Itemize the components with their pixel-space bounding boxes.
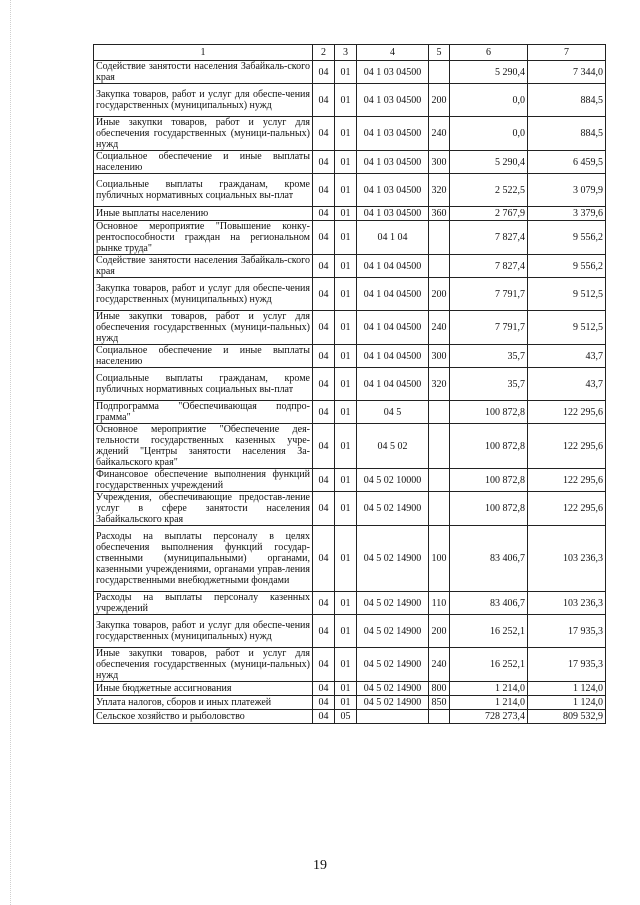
- target-article-cell: 04 1 03 04500: [357, 117, 429, 151]
- target-article-cell: 04 1 04: [357, 221, 429, 255]
- row-name-cell: Сельское хозяйство и рыболовство: [94, 710, 313, 724]
- expense-type-cell: 200: [429, 615, 450, 648]
- target-article-cell: [357, 710, 429, 724]
- amount-cell: 16 252,1: [450, 615, 528, 648]
- subsection-code-cell: 01: [335, 278, 357, 311]
- subsection-code-cell: 01: [335, 221, 357, 255]
- subsection-code-cell: 01: [335, 469, 357, 492]
- section-code-cell: 04: [313, 424, 335, 469]
- amount-cell: 100 872,8: [450, 424, 528, 469]
- amount-cell: 3 079,9: [528, 174, 606, 207]
- row-name-cell: Закупка товаров, работ и услуг для обеспе-чения государственных (муниципальных) нужд: [94, 615, 313, 648]
- amount-cell: 16 252,1: [450, 648, 528, 682]
- amount-cell: 2 767,9: [450, 207, 528, 221]
- amount-cell: 17 935,3: [528, 615, 606, 648]
- subsection-code-cell: 01: [335, 648, 357, 682]
- target-article-cell: 04 5 02 14900: [357, 592, 429, 615]
- amount-cell: 809 532,9: [528, 710, 606, 724]
- section-code-cell: 04: [313, 207, 335, 221]
- expense-type-cell: 110: [429, 592, 450, 615]
- table-row: [94, 84, 606, 117]
- table-row: [94, 696, 606, 710]
- row-name-cell: Учреждения, обеспечивающие предостав-ление услуг в сфере занятости населения Забайкальского края: [94, 492, 313, 526]
- expense-type-cell: [429, 401, 450, 424]
- table-row: [94, 255, 606, 278]
- expense-type-cell: 240: [429, 117, 450, 151]
- row-name-cell: Иные закупки товаров, работ и услуг для обеспечения государственных (муници-пальных) нужд: [94, 311, 313, 345]
- expense-type-cell: [429, 492, 450, 526]
- amount-cell: 43,7: [528, 345, 606, 368]
- target-article-cell: 04 5 02 10000: [357, 469, 429, 492]
- amount-cell: 728 273,4: [450, 710, 528, 724]
- row-name-cell: Подпрограмма "Обеспечивающая подпро-грамма": [94, 401, 313, 424]
- target-article-cell: 04 1 04 04500: [357, 255, 429, 278]
- column-header: 5: [429, 45, 450, 61]
- table-row: [94, 648, 606, 682]
- subsection-code-cell: 01: [335, 368, 357, 401]
- target-article-cell: 04 1 04 04500: [357, 368, 429, 401]
- expense-type-cell: 200: [429, 278, 450, 311]
- amount-cell: 17 935,3: [528, 648, 606, 682]
- subsection-code-cell: 01: [335, 84, 357, 117]
- row-name-cell: Содействие занятости населения Забайкаль-ского края: [94, 61, 313, 84]
- section-code-cell: 04: [313, 278, 335, 311]
- target-article-cell: 04 1 04 04500: [357, 278, 429, 311]
- expense-type-cell: 850: [429, 696, 450, 710]
- amount-cell: 35,7: [450, 368, 528, 401]
- row-name-cell: Иные бюджетные ассигнования: [94, 682, 313, 696]
- table-row: [94, 278, 606, 311]
- expense-type-cell: 320: [429, 368, 450, 401]
- section-code-cell: 04: [313, 401, 335, 424]
- amount-cell: 9 556,2: [528, 255, 606, 278]
- amount-cell: 884,5: [528, 84, 606, 117]
- subsection-code-cell: 01: [335, 255, 357, 278]
- expense-type-cell: [429, 424, 450, 469]
- expense-type-cell: [429, 469, 450, 492]
- amount-cell: 884,5: [528, 117, 606, 151]
- table-row: [94, 117, 606, 151]
- row-name-cell: Иные закупки товаров, работ и услуг для обеспечения государственных (муници-пальных) нужд: [94, 648, 313, 682]
- amount-cell: 7 791,7: [450, 311, 528, 345]
- amount-cell: 7 827,4: [450, 221, 528, 255]
- column-header: 2: [313, 45, 335, 61]
- section-code-cell: 04: [313, 311, 335, 345]
- target-article-cell: 04 1 03 04500: [357, 151, 429, 174]
- subsection-code-cell: 01: [335, 151, 357, 174]
- amount-cell: 2 522,5: [450, 174, 528, 207]
- budget-table: [93, 44, 606, 724]
- table-row: [94, 615, 606, 648]
- row-name-cell: Содействие занятости населения Забайкаль-ского края: [94, 255, 313, 278]
- table-row: [94, 469, 606, 492]
- amount-cell: 9 512,5: [528, 311, 606, 345]
- row-name-cell: Иные выплаты населению: [94, 207, 313, 221]
- expense-type-cell: 360: [429, 207, 450, 221]
- table-row: [94, 592, 606, 615]
- table-row: [94, 368, 606, 401]
- amount-cell: 83 406,7: [450, 592, 528, 615]
- row-name-cell: Закупка товаров, работ и услуг для обеспе-чения государственных (муниципальных) нужд: [94, 278, 313, 311]
- subsection-code-cell: 01: [335, 696, 357, 710]
- amount-cell: 0,0: [450, 84, 528, 117]
- section-code-cell: 04: [313, 696, 335, 710]
- subsection-code-cell: 01: [335, 117, 357, 151]
- table-row: [94, 221, 606, 255]
- section-code-cell: 04: [313, 592, 335, 615]
- section-code-cell: 04: [313, 710, 335, 724]
- amount-cell: 7 827,4: [450, 255, 528, 278]
- target-article-cell: 04 5 02 14900: [357, 615, 429, 648]
- section-code-cell: 04: [313, 526, 335, 592]
- row-name-cell: Иные закупки товаров, работ и услуг для обеспечения государственных (муници-пальных) нужд: [94, 117, 313, 151]
- column-header: 4: [357, 45, 429, 61]
- subsection-code-cell: 01: [335, 526, 357, 592]
- table-row: [94, 311, 606, 345]
- row-name-cell: Расходы на выплаты персоналу казенных учреждений: [94, 592, 313, 615]
- amount-cell: 5 290,4: [450, 151, 528, 174]
- expense-type-cell: [429, 221, 450, 255]
- table-row: [94, 345, 606, 368]
- row-name-cell: Основное мероприятие "Повышение конку-рентоспособности граждан на региональном рынке труда": [94, 221, 313, 255]
- amount-cell: 122 295,6: [528, 492, 606, 526]
- amount-cell: 100 872,8: [450, 492, 528, 526]
- amount-cell: 1 214,0: [450, 682, 528, 696]
- row-name-cell: Социальные выплаты гражданам, кроме публичных нормативных социальных вы-плат: [94, 174, 313, 207]
- amount-cell: 1 124,0: [528, 682, 606, 696]
- subsection-code-cell: 01: [335, 61, 357, 84]
- section-code-cell: 04: [313, 368, 335, 401]
- expense-type-cell: 300: [429, 151, 450, 174]
- amount-cell: 35,7: [450, 345, 528, 368]
- target-article-cell: 04 5 02 14900: [357, 696, 429, 710]
- table-row: [94, 526, 606, 592]
- column-header: 7: [528, 45, 606, 61]
- table-header-row: [94, 45, 606, 61]
- subsection-code-cell: 01: [335, 207, 357, 221]
- subsection-code-cell: 01: [335, 401, 357, 424]
- section-code-cell: 04: [313, 84, 335, 117]
- section-code-cell: 04: [313, 117, 335, 151]
- target-article-cell: 04 1 04 04500: [357, 311, 429, 345]
- expense-type-cell: 100: [429, 526, 450, 592]
- target-article-cell: 04 5: [357, 401, 429, 424]
- amount-cell: 0,0: [450, 117, 528, 151]
- section-code-cell: 04: [313, 345, 335, 368]
- row-name-cell: Основное мероприятие "Обеспечение дея-тельности государственных казенных учре-ждений "Центры занятости населения За-байкальского края": [94, 424, 313, 469]
- row-name-cell: Финансовое обеспечение выполнения функций государственных учреждений: [94, 469, 313, 492]
- expense-type-cell: 300: [429, 345, 450, 368]
- target-article-cell: 04 5 02 14900: [357, 682, 429, 696]
- amount-cell: 43,7: [528, 368, 606, 401]
- subsection-code-cell: 01: [335, 174, 357, 207]
- amount-cell: 9 556,2: [528, 221, 606, 255]
- section-code-cell: 04: [313, 469, 335, 492]
- table-row: [94, 492, 606, 526]
- target-article-cell: 04 5 02 14900: [357, 492, 429, 526]
- target-article-cell: 04 1 03 04500: [357, 207, 429, 221]
- column-header: 6: [450, 45, 528, 61]
- amount-cell: 122 295,6: [528, 469, 606, 492]
- expense-type-cell: [429, 61, 450, 84]
- expense-type-cell: 240: [429, 311, 450, 345]
- amount-cell: 122 295,6: [528, 401, 606, 424]
- column-header: 3: [335, 45, 357, 61]
- section-code-cell: 04: [313, 151, 335, 174]
- section-code-cell: 04: [313, 61, 335, 84]
- row-name-cell: Закупка товаров, работ и услуг для обеспе-чения государственных (муниципальных) нужд: [94, 84, 313, 117]
- subsection-code-cell: 01: [335, 592, 357, 615]
- table-row: [94, 207, 606, 221]
- amount-cell: 103 236,3: [528, 526, 606, 592]
- row-name-cell: Социальное обеспечение и иные выплаты населению: [94, 345, 313, 368]
- table-row: [94, 424, 606, 469]
- section-code-cell: 04: [313, 648, 335, 682]
- subsection-code-cell: 01: [335, 345, 357, 368]
- table-row: [94, 61, 606, 84]
- target-article-cell: 04 5 02 14900: [357, 526, 429, 592]
- amount-cell: 100 872,8: [450, 469, 528, 492]
- amount-cell: 100 872,8: [450, 401, 528, 424]
- target-article-cell: 04 1 03 04500: [357, 174, 429, 207]
- scan-edge-line: [10, 0, 11, 905]
- expense-type-cell: 240: [429, 648, 450, 682]
- section-code-cell: 04: [313, 174, 335, 207]
- section-code-cell: 04: [313, 682, 335, 696]
- expense-type-cell: 800: [429, 682, 450, 696]
- amount-cell: 83 406,7: [450, 526, 528, 592]
- expense-type-cell: [429, 255, 450, 278]
- amount-cell: 7 791,7: [450, 278, 528, 311]
- amount-cell: 3 379,6: [528, 207, 606, 221]
- section-code-cell: 04: [313, 255, 335, 278]
- expense-type-cell: [429, 710, 450, 724]
- table-row: [94, 710, 606, 724]
- target-article-cell: 04 1 03 04500: [357, 61, 429, 84]
- page-number: 19: [313, 858, 327, 873]
- target-article-cell: 04 1 03 04500: [357, 84, 429, 117]
- amount-cell: 9 512,5: [528, 278, 606, 311]
- amount-cell: 7 344,0: [528, 61, 606, 84]
- expense-type-cell: 200: [429, 84, 450, 117]
- table-row: [94, 174, 606, 207]
- amount-cell: 103 236,3: [528, 592, 606, 615]
- amount-cell: 5 290,4: [450, 61, 528, 84]
- subsection-code-cell: 01: [335, 311, 357, 345]
- row-name-cell: Расходы на выплаты персоналу в целях обеспечения выполнения функций государ-ственными (муниципальными) органами, казенными учреждениями, органами управ-ления государственными внебюджетными фондами: [94, 526, 313, 592]
- subsection-code-cell: 01: [335, 424, 357, 469]
- expense-type-cell: 320: [429, 174, 450, 207]
- row-name-cell: Уплата налогов, сборов и иных платежей: [94, 696, 313, 710]
- amount-cell: 1 214,0: [450, 696, 528, 710]
- amount-cell: 122 295,6: [528, 424, 606, 469]
- table-row: [94, 151, 606, 174]
- section-code-cell: 04: [313, 615, 335, 648]
- table-row: [94, 401, 606, 424]
- section-code-cell: 04: [313, 221, 335, 255]
- row-name-cell: Социальные выплаты гражданам, кроме публичных нормативных социальных вы-плат: [94, 368, 313, 401]
- subsection-code-cell: 05: [335, 710, 357, 724]
- table-row: [94, 682, 606, 696]
- target-article-cell: 04 1 04 04500: [357, 345, 429, 368]
- target-article-cell: 04 5 02 14900: [357, 648, 429, 682]
- subsection-code-cell: 01: [335, 615, 357, 648]
- column-header: 1: [94, 45, 313, 61]
- subsection-code-cell: 01: [335, 682, 357, 696]
- subsection-code-cell: 01: [335, 492, 357, 526]
- amount-cell: 1 124,0: [528, 696, 606, 710]
- amount-cell: 6 459,5: [528, 151, 606, 174]
- section-code-cell: 04: [313, 492, 335, 526]
- row-name-cell: Социальное обеспечение и иные выплаты населению: [94, 151, 313, 174]
- target-article-cell: 04 5 02: [357, 424, 429, 469]
